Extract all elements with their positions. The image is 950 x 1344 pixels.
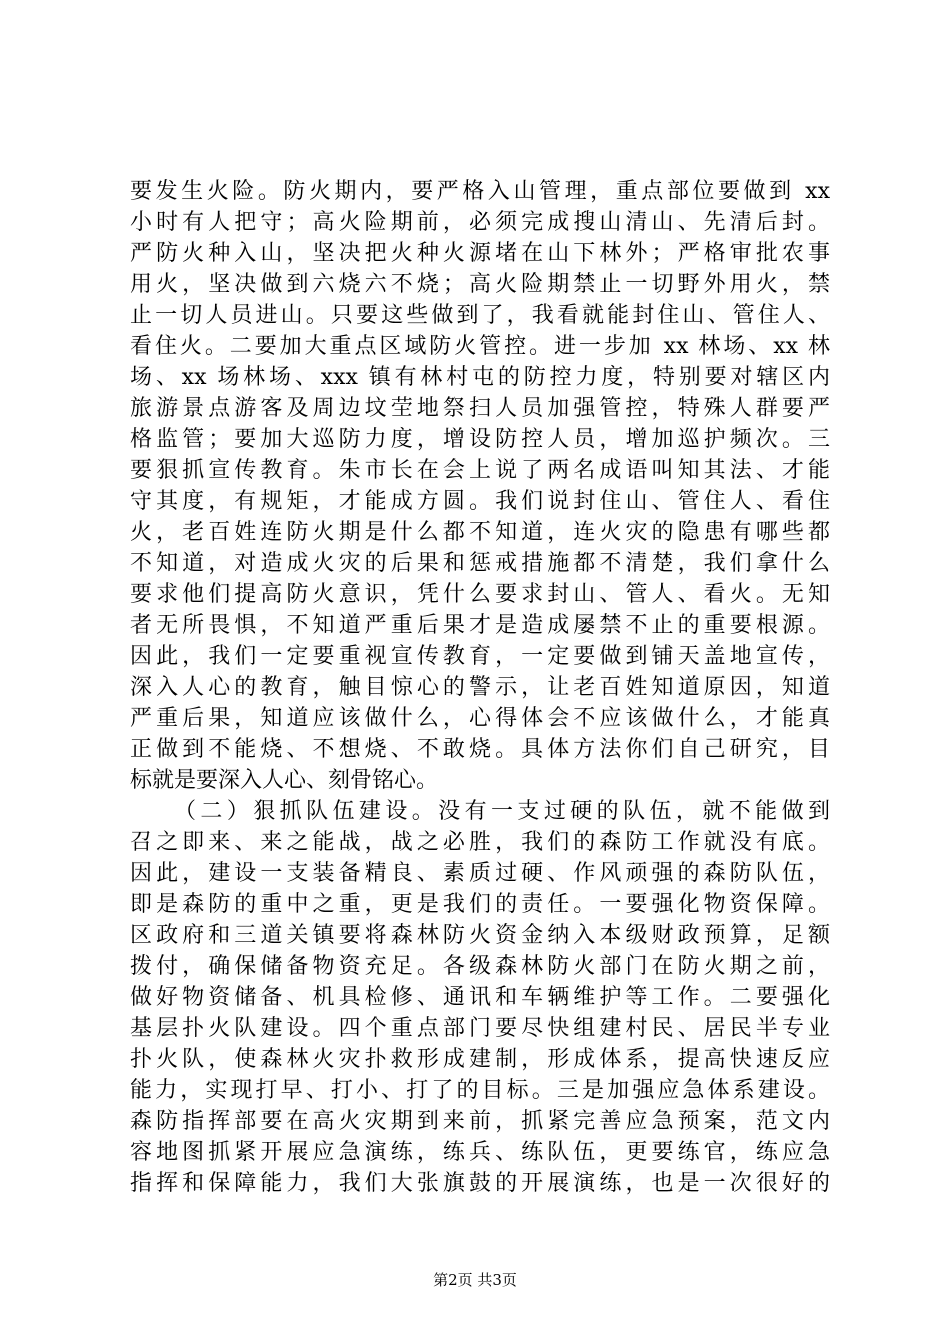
section-heading-line: （二）狠抓队伍建设。没有一支过硬的队伍，就不能做到	[174, 799, 830, 824]
text-line: 看住火。二要加大重点区域防火管控。进一步加 xx 林场、xx 林	[130, 334, 830, 359]
text-line: 小时有人把守；高火险期前，必须完成搜山清山、先清后封。	[130, 210, 830, 235]
text-line: 严防火种入山，坚决把火种火源堵在山下林外；严格审批农事	[130, 241, 830, 266]
text-line: 守其度，有规矩，才能成方圆。我们说封住山、管住人、看住	[130, 489, 830, 514]
text-line: 者无所畏惧，不知道严重后果才是造成屡禁不止的重要根源。	[130, 613, 830, 638]
text-line: 扑火队，使森林火灾扑救形成建制，形成体系，提高快速反应	[130, 1047, 830, 1072]
text-line: 止一切人员进山。只要这些做到了，我看就能封住山、管住人、	[130, 303, 830, 328]
text-line: 要发生火险。防火期内，要严格入山管理，重点部位要做到 xx	[130, 179, 830, 204]
text-line: 用火，坚决做到六烧六不烧；高火险期禁止一切野外用火，禁	[130, 272, 830, 297]
text-line: 区政府和三道关镇要将森林防火资金纳入本级财政预算，足额	[130, 923, 830, 948]
text-line: 容地图抓紧开展应急演练，练兵、练队伍，更要练官，练应急	[130, 1140, 830, 1165]
text-line: 做好物资储备、机具检修、通讯和车辆维护等工作。二要强化	[130, 985, 830, 1010]
text-line: 拨付，确保储备物资充足。各级森林防火部门在防火期之前，	[130, 954, 830, 979]
text-line: 格监管；要加大巡防力度，增设防控人员，增加巡护频次。三	[130, 427, 830, 452]
text-line: 严重后果，知道应该做什么，心得体会不应该做什么，才能真	[130, 706, 830, 731]
body-text	[130, 176, 830, 1199]
text-line: 要狠抓宣传教育。朱市长在会上说了两名成语叫知其法、才能	[130, 458, 830, 483]
text-line: 森防指挥部要在高火灾期到来前，抓紧完善应急预案，范文内	[130, 1109, 830, 1134]
text-line: 召之即来、来之能战，战之必胜，我们的森防工作就没有底。	[130, 830, 830, 855]
text-line: 能力，实现打早、打小、打了的目标。三是加强应急体系建设。	[130, 1078, 830, 1103]
text-line: 旅游景点游客及周边坟茔地祭扫人员加强管控，特殊人群要严	[130, 396, 830, 421]
text-line: 深入人心的教育，触目惊心的警示，让老百姓知道原因，知道	[130, 675, 830, 700]
text-line: 指挥和保障能力，我们大张旗鼓的开展演练，也是一次很好的	[130, 1171, 830, 1196]
text-line: 要求他们提高防火意识，凭什么要求封山、管人、看火。无知	[130, 582, 830, 607]
text-line: 正做到不能烧、不想烧、不敢烧。具体方法你们自己研究，目	[130, 737, 830, 762]
text-line: 即是森防的重中之重，更是我们的责任。一要强化物资保障。	[130, 892, 830, 917]
text-line: 火，老百姓连防火期是什么都不知道，连火灾的隐患有哪些都	[130, 520, 830, 545]
text-line: 因此，我们一定要重视宣传教育，一定要做到铺天盖地宣传，	[130, 644, 830, 669]
text-line: 因此，建设一支装备精良、素质过硬、作风顽强的森防队伍，	[130, 861, 830, 886]
text-line: 基层扑火队建设。四个重点部门要尽快组建村民、居民半专业	[130, 1016, 830, 1041]
paragraph-end-line: 标就是要深入人心、刻骨铭心。	[130, 768, 439, 793]
text-line: 不知道，对造成火灾的后果和惩戒措施都不清楚，我们拿什么	[130, 551, 830, 576]
page-footer: 第2页 共3页	[433, 1271, 517, 1289]
text-line: 场、xx 场林场、xxx 镇有林村屯的防控力度，特别要对辖区内	[130, 365, 830, 390]
